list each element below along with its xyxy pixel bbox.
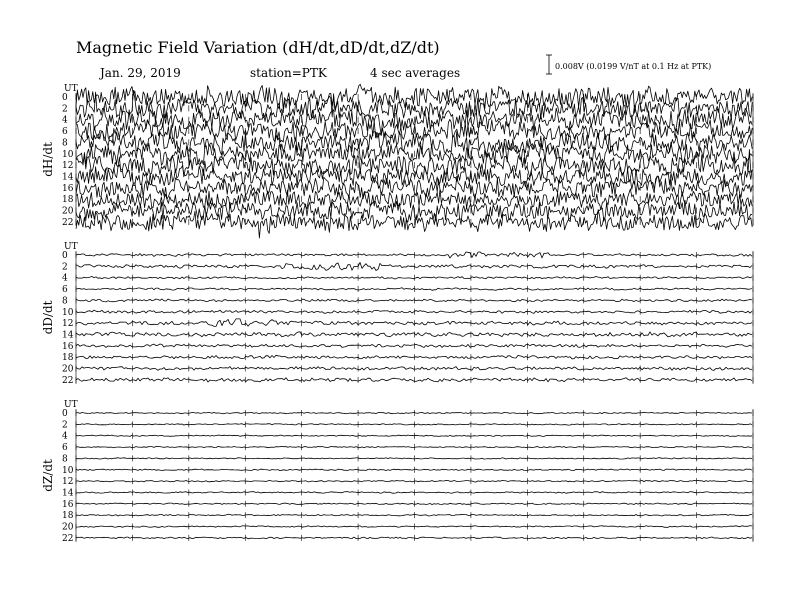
scale-bar-label: 0.008V (0.0199 V/nT at 0.1 Hz at PTK) — [555, 62, 712, 71]
series-trace — [76, 367, 752, 371]
hour-tick-label: 8 — [62, 454, 68, 465]
date-label: Jan. 29, 2019 — [100, 66, 181, 80]
hour-tick-label: 2 — [62, 420, 68, 431]
hour-tick-label: 12 — [62, 477, 74, 488]
panel-dH-dt — [41, 84, 753, 238]
trace-panels — [41, 84, 753, 544]
hour-tick-label: 6 — [62, 285, 68, 296]
series-trace — [76, 469, 752, 471]
series-trace — [76, 480, 752, 482]
hour-tick-label: 8 — [62, 138, 68, 149]
hour-tick-label: 20 — [62, 206, 74, 217]
hour-tick-label: 22 — [62, 375, 74, 386]
panel-dD-dt — [41, 242, 753, 386]
hour-tick-label: 16 — [62, 183, 74, 194]
ut-label: UT — [64, 242, 78, 252]
hour-tick-label: 10 — [62, 307, 74, 318]
series-trace — [76, 458, 752, 459]
hour-tick-label: 14 — [62, 330, 74, 341]
hour-tick-label: 0 — [62, 93, 68, 103]
hour-tick-label: 4 — [62, 115, 68, 126]
hour-tick-label: 6 — [62, 443, 68, 454]
series-trace — [76, 537, 752, 539]
hour-tick-label: 0 — [62, 251, 68, 261]
hour-tick-label: 20 — [62, 522, 74, 533]
hour-tick-label: 14 — [62, 488, 74, 499]
series-trace — [76, 299, 752, 302]
series-trace — [76, 412, 752, 413]
hour-tick-label: 14 — [62, 172, 74, 183]
hour-tick-label: 18 — [62, 353, 74, 364]
hour-tick-label: 18 — [62, 195, 74, 206]
hour-tick-label: 6 — [62, 127, 68, 138]
series-trace — [76, 344, 752, 347]
ut-label: UT — [64, 400, 78, 410]
hour-tick-label: 10 — [62, 465, 74, 476]
series-trace — [76, 424, 752, 425]
hour-tick-label: 16 — [62, 499, 74, 510]
hour-tick-label: 18 — [62, 511, 74, 522]
hour-tick-label: 20 — [62, 364, 74, 375]
panel-ylabel: dD/dt — [41, 300, 55, 335]
hour-tick-label: 2 — [62, 262, 68, 273]
hour-tick-label: 22 — [62, 533, 74, 544]
panel-ylabel: dH/dt — [41, 142, 55, 177]
hour-tick-label: 12 — [62, 319, 74, 330]
panel-dZ-dt — [41, 400, 753, 544]
series-trace — [76, 276, 752, 278]
ut-label: UT — [64, 84, 78, 94]
hour-tick-label: 22 — [62, 217, 74, 228]
chart-title: Magnetic Field Variation (dH/dt,dD/dt,dZ/dt) — [76, 38, 440, 57]
series-trace — [76, 514, 752, 516]
series-trace — [76, 165, 752, 189]
series-trace — [76, 288, 752, 291]
series-trace — [76, 435, 752, 436]
hour-tick-label: 12 — [62, 161, 74, 172]
scale-bar — [546, 55, 711, 74]
series-trace — [76, 332, 752, 337]
hour-tick-label: 2 — [62, 104, 68, 115]
averaging-label: 4 sec averages — [370, 66, 461, 80]
series-trace — [76, 378, 752, 382]
series-trace — [76, 319, 752, 327]
station-label: station=PTK — [250, 66, 327, 80]
series-trace — [76, 526, 752, 528]
hour-tick-label: 4 — [62, 431, 68, 442]
series-trace — [76, 492, 752, 494]
series-trace — [76, 503, 752, 505]
hour-tick-label: 0 — [62, 409, 68, 419]
hour-tick-label: 8 — [62, 296, 68, 307]
hour-tick-label: 10 — [62, 149, 74, 160]
series-trace — [76, 355, 752, 359]
series-trace — [76, 310, 752, 313]
series-trace — [76, 446, 752, 447]
series-trace — [76, 262, 752, 270]
panel-ylabel: dZ/dt — [41, 459, 55, 492]
hour-tick-label: 4 — [62, 273, 68, 284]
hour-tick-label: 16 — [62, 341, 74, 352]
series-trace — [76, 252, 752, 258]
